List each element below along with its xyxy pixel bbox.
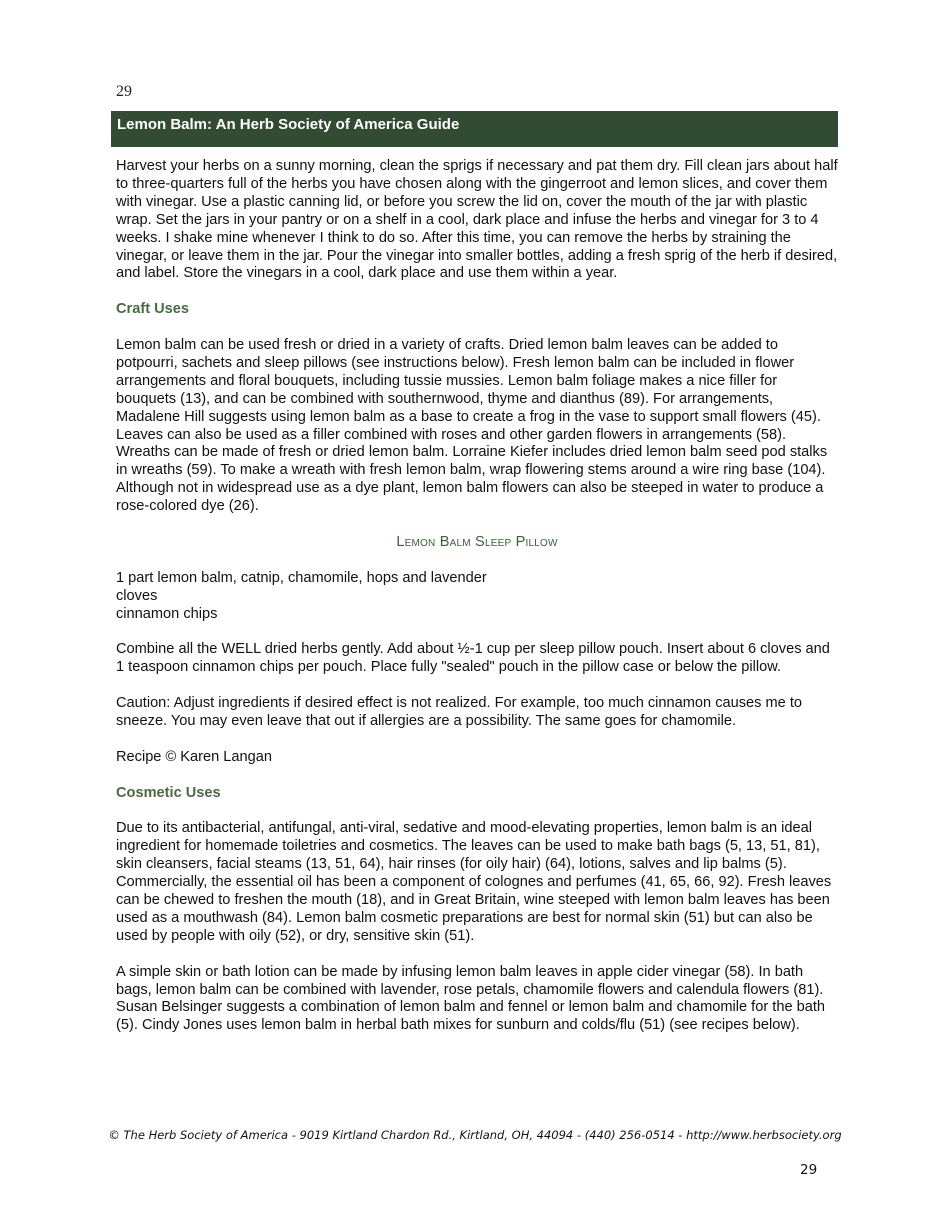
ingredient-item: 1 part lemon balm, catnip, chamomile, hops and lavender	[116, 569, 487, 586]
header-banner	[111, 111, 838, 147]
craft-uses-heading: Craft Uses	[116, 301, 189, 318]
bottom-page-number: 29	[800, 1162, 818, 1178]
top-page-number: 29	[116, 83, 132, 100]
header-title: Lemon Balm: An Herb Society of America Guide	[117, 116, 460, 133]
ingredients-list	[116, 570, 838, 624]
recipe-directions: Combine all the WELL dried herbs gently. Add about ½-1 cup per sleep pillow pouch. Insert about 6 cloves and 1 teaspoon cinnamon chips per pouch. Place fully "sealed" pouch in the pillow case or below the pillow.	[116, 641, 830, 676]
craft-uses-paragraph: Lemon balm can be used fresh or dried in a variety of crafts. Dried lemon balm leaves can be added to potpourri, sachets and sleep pillows (see instructions below). Fresh lemon balm can be included in flower arrangements and floral bouquets, including tussie mussies. Lemon balm foliage makes a nice filler for bouquets (13), and can be combined with southernwood, thyme and dianthus (89). For arrangements, Madalene Hill suggests using lemon balm as a base to create a frog in the vase to support small flowers (45). Leaves can also be used as a filler combined with roses and other garden flowers in arrangements (58). Wreaths can be made of fresh or dried lemon balm. Lorraine Kiefer includes dried lemon balm seed pod stalks in wreaths (59). To make a wreath with fresh lemon balm, wrap flowering stems around a wire ring base (104). Although not in widespread use as a dye plant, lemon balm flowers can also be steeped in water to produce a rose-colored dye (26).	[116, 337, 828, 515]
recipe-caution: Caution: Adjust ingredients if desired effect is not realized. For example, too much cinnamon causes me to sneeze. You may even leave that out if allergies are a possibility. The same goes for chamomile.	[116, 695, 802, 729]
footer-text: © The Herb Society of America - 9019 Kirtland Chardon Rd., Kirtland, OH, 44094 - (440) 256-0514 - http://www.herbsociety.org	[108, 1128, 842, 1142]
recipe-title: Lemon Balm Sleep Pillow	[396, 533, 558, 550]
cosmetic-uses-paragraph-1: Due to its antibacterial, antifungal, anti-viral, sedative and mood-elevating properties, lemon balm is an ideal ingredient for homemade toiletries and cosmetics. The leaves can be used to make bath bags (5, 13, 51, 81), skin cleansers, facial steams (13, 51, 64), hair rinses (for oily hair) (64), lotions, salves and lip balms (5). Commercially, the essential oil has been a component of colognes and perfumes (41, 65, 66, 92). Fresh leaves can be chewed to freshen the mouth (18), and in Great Britain, wine steeped with lemon balm leaves has been used as a mouthwash (84). Lemon balm cosmetic preparations are best for normal skin (51) but can also be used by people with oily (52), or dry, sensitive skin (51).	[116, 820, 832, 944]
main-content	[116, 158, 838, 1035]
intro-paragraph: Harvest your herbs on a sunny morning, clean the sprigs if necessary and pat them dry. Fill clean jars about half to three-quarters full of the herbs you have chosen along with the gingerroot and lemon slices, and cover them with vinegar. Use a plastic canning lid, or before you screw the lid on, cover the mouth of the jar with plastic wrap. Set the jars in your pantry or on a shelf in a cool, dark place and infuse the herbs and vinegar for 3 to 4 weeks. I shake mine whenever I think to do so. After this time, you can remove the herbs by straining the vinegar, or leave them in the jar. Pour the vinegar into smaller bottles, adding a fresh sprig of the herb if desired, and label. Store the vinegars in a cool, dark place and use them within a year.	[116, 158, 838, 282]
ingredient-item: cinnamon chips	[116, 605, 218, 622]
cosmetic-uses-heading: Cosmetic Uses	[116, 784, 221, 801]
cosmetic-uses-paragraph-2: A simple skin or bath lotion can be made by infusing lemon balm leaves in apple cider vinegar (58). In bath bags, lemon balm can be combined with lavender, rose petals, chamomile flowers and calendula flowers (81). Susan Belsinger suggests a combination of lemon balm and fennel or lemon balm and chamomile for the bath (5). Cindy Jones uses lemon balm in herbal bath mixes for sunburn and colds/flu (51) (see recipes below).	[116, 963, 826, 1034]
ingredient-item: cloves	[116, 587, 158, 604]
recipe-credit: Recipe © Karen Langan	[116, 748, 272, 765]
